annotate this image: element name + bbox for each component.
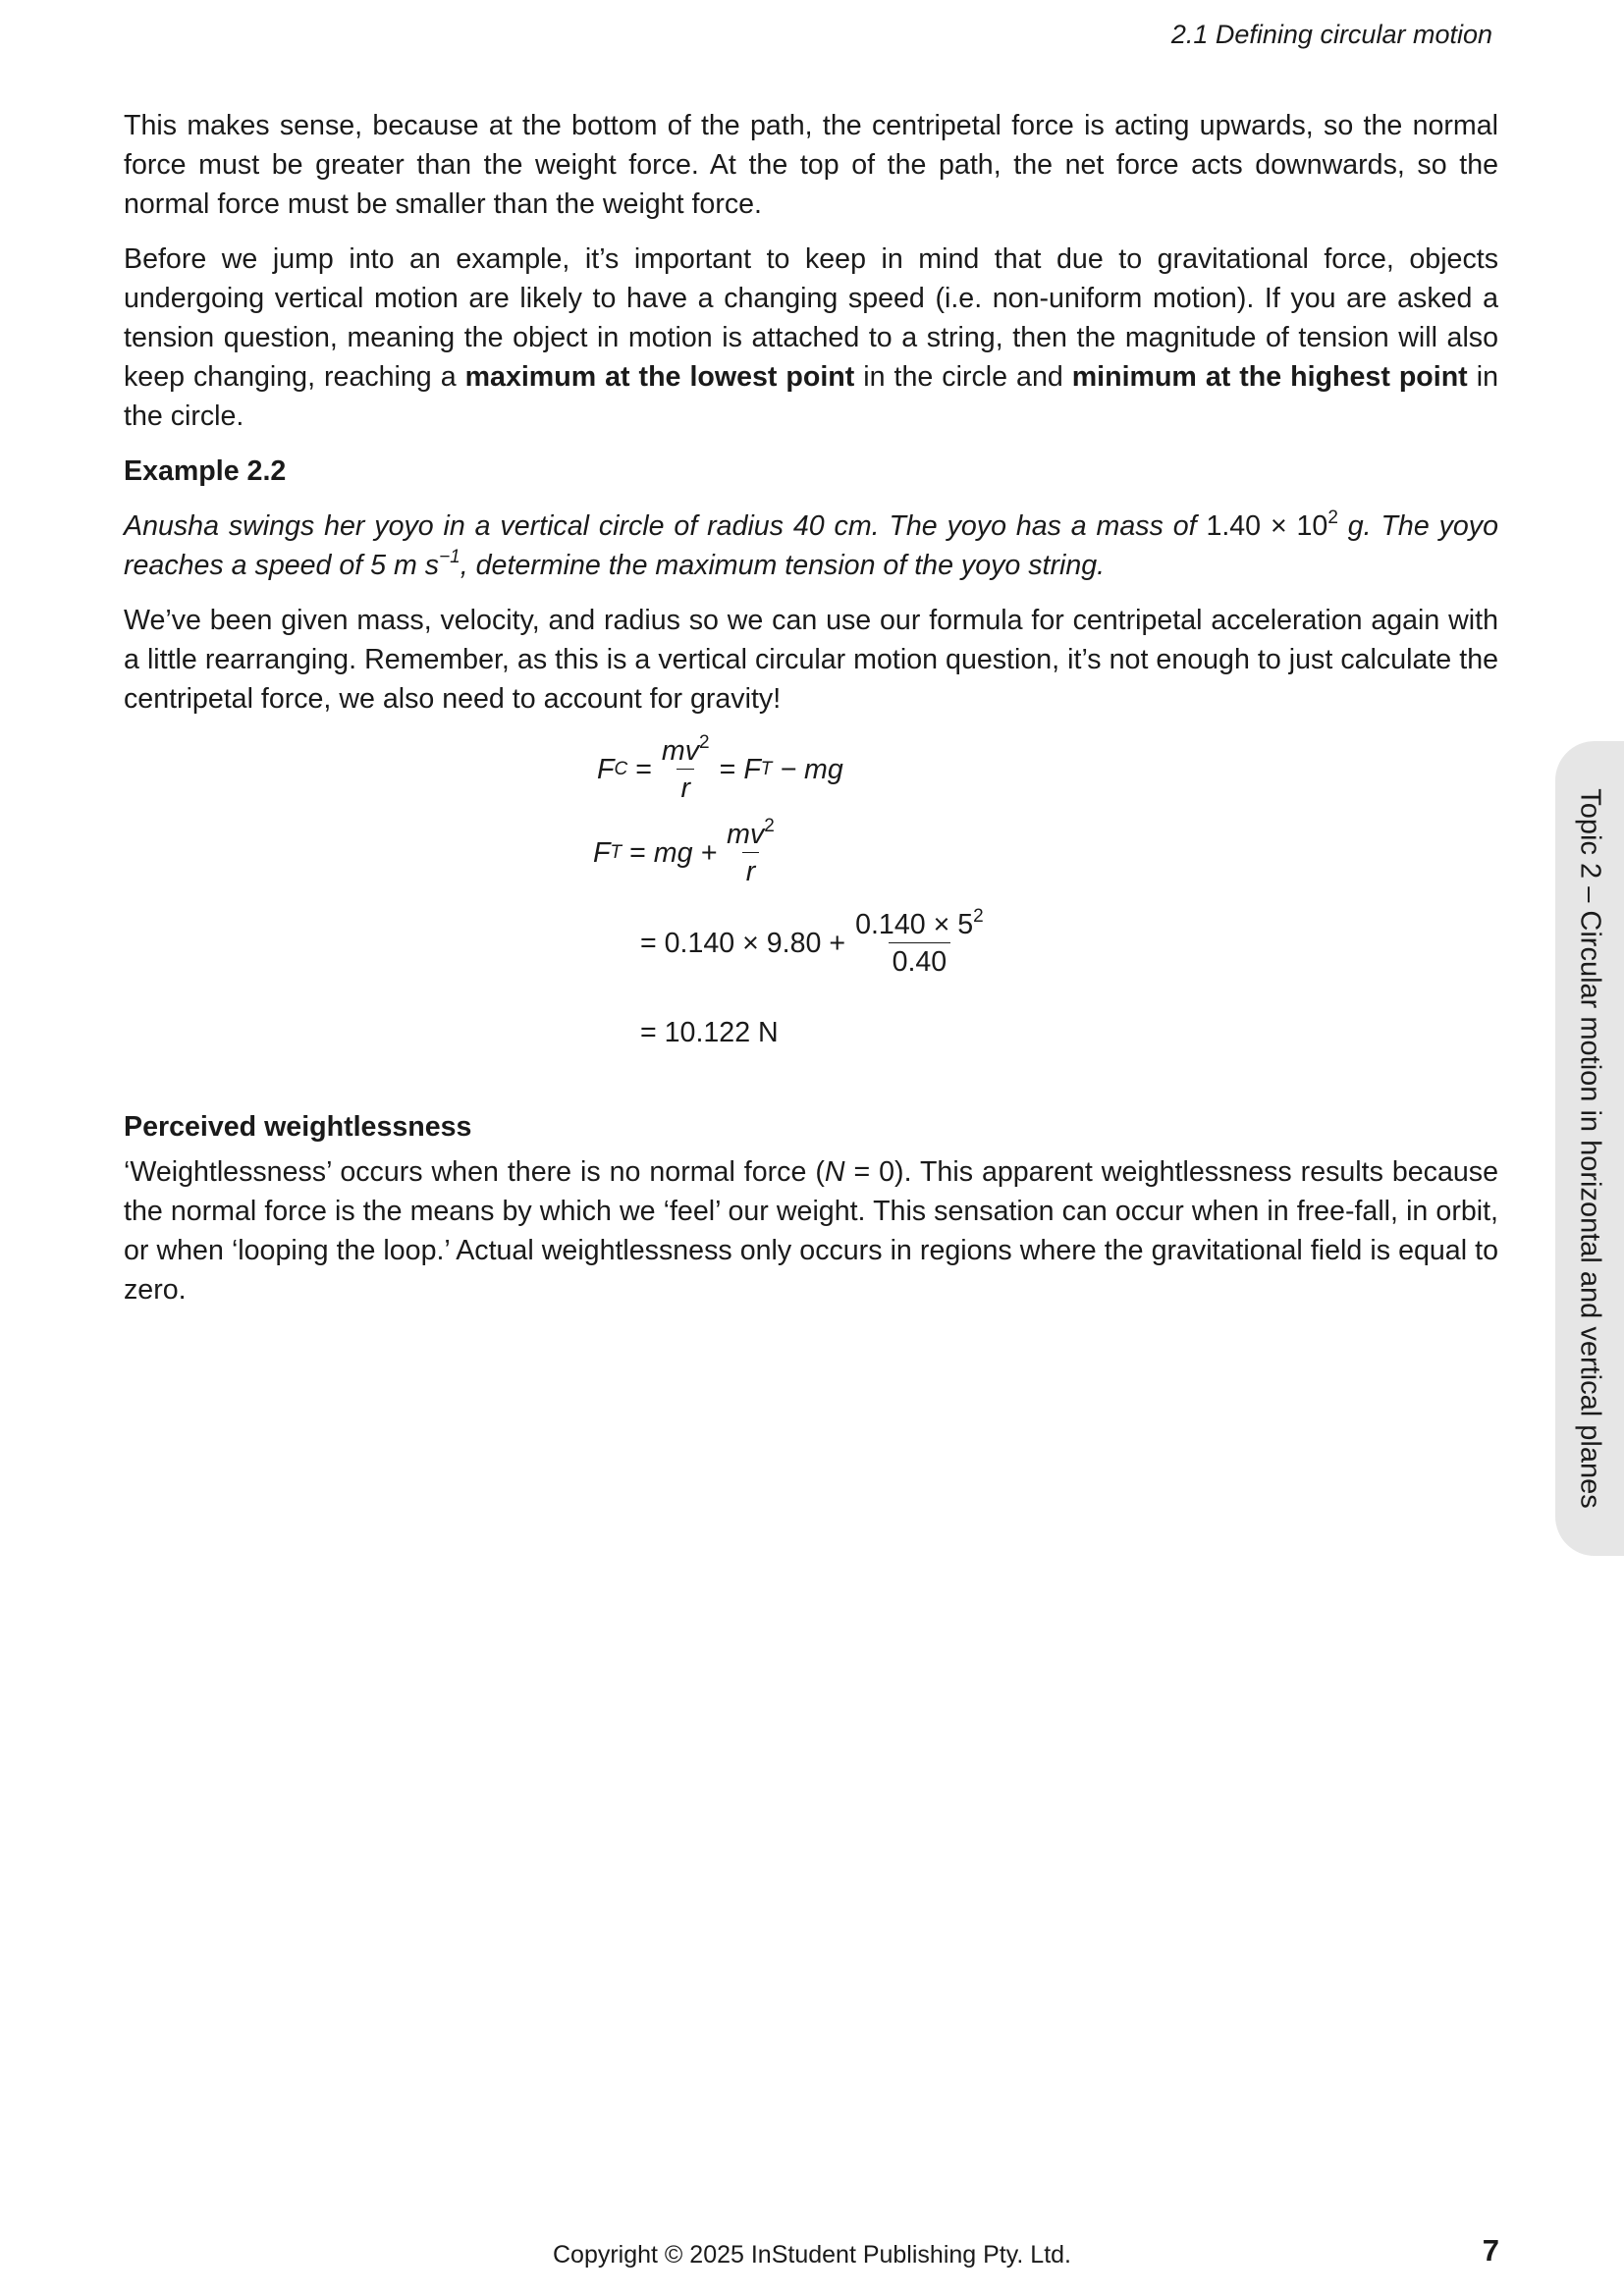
eq3-den: 0.40 <box>889 942 951 977</box>
section-heading: Perceived weightlessness <box>124 1111 472 1143</box>
equation-line-4 <box>640 1013 779 1052</box>
example-question-text-2: g. The yoyo reaches a speed of 5 m s <box>124 510 1498 581</box>
eq3-fraction <box>851 906 988 978</box>
example-question <box>124 507 1498 585</box>
example-exponent: 2 <box>1327 507 1338 528</box>
main-content <box>124 106 1498 1325</box>
paragraph-tension-text-a: Before we jump into an example, it’s important to keep in mind that due to gravitational force, objects undergoing vertical motion are likely to have a changing speed (i.e. non-uniform motion). If you are asked a tension question, meaning the object in motion is attached to a string, then the magnitude of tension will also keep changing, reaching a <box>124 243 1498 393</box>
eq2-num: mv <box>727 819 765 850</box>
paragraph-tension-bold-max: maximum at the lowest point <box>464 361 855 393</box>
example-heading: Example 2.2 <box>124 455 287 487</box>
weightlessness-n-symbol: N <box>824 1156 845 1188</box>
equation-block <box>124 732 1498 1064</box>
eq1-rhs-f: F <box>743 754 761 785</box>
topic-side-tab-label: Topic 2 – Circular motion in horizontal and vertical planes <box>1574 788 1606 1509</box>
eq1-num-exp: 2 <box>699 732 710 753</box>
eq1-lhs: F <box>597 754 615 785</box>
example-question-text-3: , determine the maximum tension of the yoyo string. <box>460 550 1106 581</box>
equation-line-1: F C = $\frac{mv^2}{r}$ = F T − mg <box>597 732 843 804</box>
eq1-equals: = <box>635 754 652 785</box>
eq2-lhs: F <box>593 837 611 869</box>
paragraph-tension-bold-min: minimum at the highest point <box>1071 361 1468 393</box>
eq2-den: r <box>742 852 760 886</box>
example-mass-value: 1.40 <box>1206 510 1262 542</box>
eq1-equals-2: = <box>719 754 736 785</box>
eq3-num-exp: 2 <box>973 906 984 927</box>
paragraph-tension-text-c: in the circle and <box>854 361 1072 393</box>
eq2-mg: mg + <box>653 837 718 869</box>
weightlessness-text-b: = 0). This apparent weightlessness results because the normal force is the means by which we ‘feel’ our weight. This sensation can occur when in free-fall, in orbit, or when ‘looping the loop.’ Actual weightlessness only occurs in regions where the gravitational field is equal to zero. <box>124 1156 1498 1306</box>
eq1-num: mv <box>661 735 700 767</box>
eq3-text: = 0.140 × 9.80 + <box>640 928 846 959</box>
eq3-num: 0.140 × 5 <box>855 909 974 940</box>
equation-line-2: F T = mg + $\frac{mv^2}{r}$ <box>593 820 785 886</box>
paragraph-normal-force: This makes sense, because at the bottom of the path, the centripetal force is acting upwards, so the normal force must be greater than the weight force. At the top of the path, the net force acts downwards, so the normal force must be smaller than the weight force. <box>124 110 1498 220</box>
eq2-num-exp: 2 <box>764 816 775 836</box>
running-header: 2.1 Defining circular motion <box>1170 20 1492 49</box>
eq1-den: r <box>677 769 694 803</box>
paragraph-tension-text-e: in the circle. <box>124 361 1498 432</box>
weightlessness-text-a: ‘Weightlessness’ occurs when there is no normal force ( <box>124 1156 825 1188</box>
example-question-text-1: Anusha swings her yoyo in a vertical circle of radius 40 cm. The yoyo has a mass of <box>124 510 1207 542</box>
eq1-fraction <box>658 732 714 804</box>
eq4-result: = 10.122 N <box>640 1017 779 1048</box>
eq1-rhs-mg: − mg <box>780 754 843 785</box>
paragraph-tension <box>124 240 1498 436</box>
paragraph-weightlessness <box>124 1152 1498 1309</box>
example-ten: 10 <box>1296 510 1328 542</box>
equation-line-3 <box>640 906 994 978</box>
topic-side-tab <box>1555 741 1624 1556</box>
footer-copyright: Copyright © 2025 InStudent Publishing Pty. Ltd. <box>552 2241 1071 2269</box>
page-number: 7 <box>1482 2233 1499 2268</box>
paragraph-approach: We’ve been given mass, velocity, and radius so we can use our formula for centripetal acceleration again with a little rearranging. Remember, as this is a vertical circular motion question, it’s not enough to just calculate the centripetal force, we also need to account for gravity! <box>124 605 1498 715</box>
eq2-fraction <box>723 816 779 887</box>
example-exponent-2: −1 <box>439 547 460 567</box>
example-times-sign: × <box>1261 510 1297 542</box>
eq2-equals: = <box>629 837 646 869</box>
